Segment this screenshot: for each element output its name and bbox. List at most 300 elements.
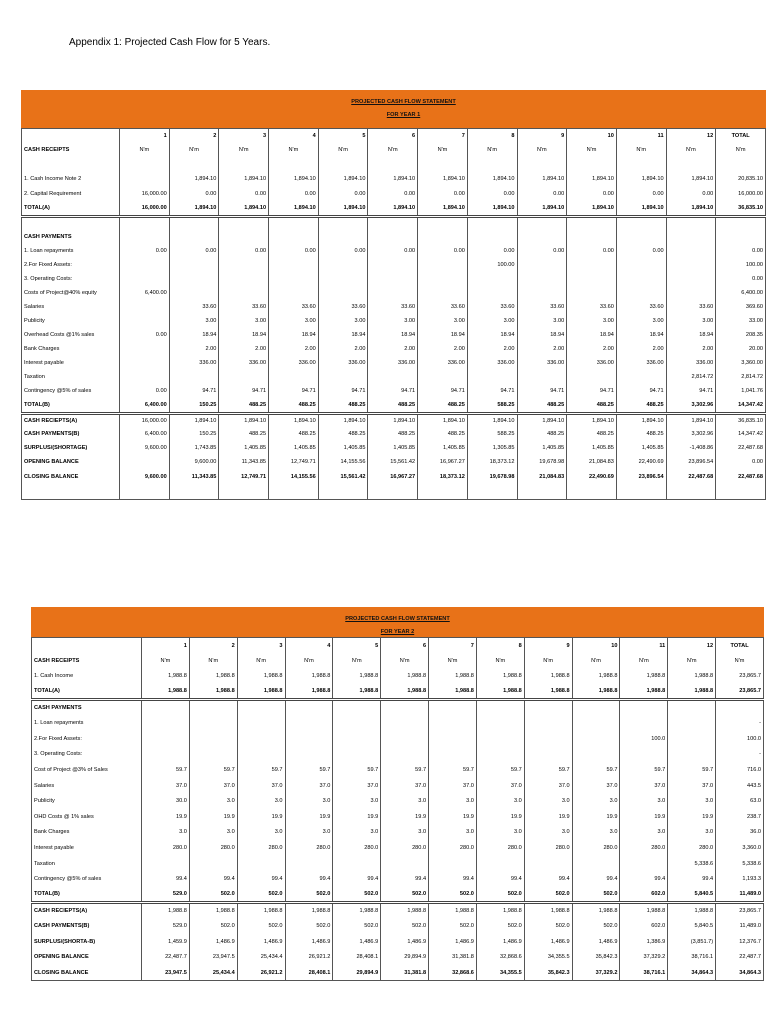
table-cell: 0.00 <box>716 455 766 469</box>
table-cell: 443.5 <box>716 778 764 794</box>
row-label: TOTAL(A) <box>32 684 142 700</box>
table-cell: 1,988.8 <box>572 903 620 919</box>
column-header: 6 <box>368 129 418 144</box>
table-cell: 22,490.69 <box>567 469 617 485</box>
table-cell: 18.94 <box>169 328 219 342</box>
column-header: 5 <box>333 638 381 654</box>
table2-cash-flow <box>31 637 764 981</box>
table-cell: 19.9 <box>668 809 716 825</box>
table-cell: 99.4 <box>429 871 477 887</box>
table-cell: 59.7 <box>237 762 285 778</box>
table-cell: 18.94 <box>616 328 666 342</box>
table-cell: 0.00 <box>666 186 716 201</box>
table-cell: 502.0 <box>237 887 285 903</box>
table-cell: 36.0 <box>716 825 764 841</box>
row-label: 2.For Fixed Assets: <box>24 262 72 268</box>
table-cell: 3,360.0 <box>716 840 764 856</box>
table-cell: 34,355.5 <box>476 965 524 981</box>
table-cell: 502.0 <box>237 918 285 934</box>
table-cell <box>616 157 666 171</box>
table-cell: 1,405.85 <box>418 441 468 455</box>
table-cell <box>333 731 381 747</box>
table-cell: 1,405.85 <box>318 441 368 455</box>
table-cell <box>418 216 468 230</box>
table-cell: 1,894.10 <box>467 171 517 186</box>
table-cell <box>368 286 418 300</box>
table-cell: 1,486.9 <box>285 934 333 950</box>
table-cell: 94.71 <box>567 384 617 398</box>
table-cell: 1,988.8 <box>668 684 716 700</box>
table-cell: N'm <box>219 143 269 157</box>
table1-subheading: FOR YEAR 1 <box>386 112 421 118</box>
table-cell: 1,988.8 <box>189 903 237 919</box>
table-cell <box>572 700 620 716</box>
table-cell: 336.00 <box>517 356 567 370</box>
table-cell <box>318 485 368 499</box>
table-cell <box>418 230 468 244</box>
table-cell <box>620 747 668 763</box>
table-cell <box>572 731 620 747</box>
table-cell: 0.00 <box>120 384 170 398</box>
table-cell: 280.0 <box>668 840 716 856</box>
table-cell: 29,894.9 <box>333 965 381 981</box>
table-cell: N'm <box>572 653 620 669</box>
table-cell <box>429 731 477 747</box>
row-label: Bank Charges <box>24 346 60 352</box>
row-label: OHD Costs @ 1% sales <box>34 813 94 820</box>
table-cell: 94.71 <box>169 384 219 398</box>
table-cell <box>120 216 170 230</box>
table-cell <box>467 272 517 286</box>
table-cell: 280.0 <box>620 840 668 856</box>
table-cell <box>285 856 333 872</box>
table-cell: 2,814.72 <box>666 370 716 384</box>
table-cell <box>716 157 766 171</box>
table-row <box>32 669 764 685</box>
table-cell <box>567 370 617 384</box>
table-cell: 37.0 <box>524 778 572 794</box>
table-cell <box>517 216 567 230</box>
table-cell <box>269 258 319 272</box>
table-cell: 3.0 <box>572 825 620 841</box>
table-cell: 1,894.10 <box>467 201 517 216</box>
table-cell: 1,894.10 <box>269 171 319 186</box>
table-cell: 3.0 <box>381 825 429 841</box>
column-header: 11 <box>620 638 668 654</box>
column-header: 3 <box>219 129 269 144</box>
table-cell <box>237 715 285 731</box>
table-cell <box>476 856 524 872</box>
table-cell <box>666 244 716 258</box>
table-cell: 1,894.10 <box>467 413 517 427</box>
table-cell <box>142 731 190 747</box>
table-cell: 0.00 <box>467 186 517 201</box>
table-cell <box>120 455 170 469</box>
table-cell: 0.00 <box>269 244 319 258</box>
table1-heading: PROJECTED CASH FLOW STATEMENT <box>351 99 456 105</box>
table-cell <box>219 286 269 300</box>
table-cell: 1,894.10 <box>517 201 567 216</box>
table-cell: 59.7 <box>572 762 620 778</box>
table-row <box>22 186 766 201</box>
table-cell <box>269 286 319 300</box>
table-cell: 1,894.10 <box>666 413 716 427</box>
table-cell: 1,193.3 <box>716 871 764 887</box>
table-cell: 1,894.10 <box>517 171 567 186</box>
table-cell: 3.00 <box>567 314 617 328</box>
table-cell <box>169 370 219 384</box>
table-cell <box>476 731 524 747</box>
table-cell: 488.25 <box>368 398 418 413</box>
table-cell <box>616 258 666 272</box>
table-cell: 5,840.5 <box>668 887 716 903</box>
table-cell <box>120 300 170 314</box>
table-cell: 1,386.9 <box>620 934 668 950</box>
table-cell: 3.0 <box>333 793 381 809</box>
table-cell: 0.00 <box>318 244 368 258</box>
table-cell <box>418 485 468 499</box>
table-cell <box>269 485 319 499</box>
table-cell: 23,865.7 <box>716 669 764 685</box>
table-cell: 502.0 <box>333 887 381 903</box>
table-cell: 11,489.0 <box>716 887 764 903</box>
table-cell: N'm <box>381 653 429 669</box>
table-row <box>32 840 764 856</box>
table-cell: 33.60 <box>467 300 517 314</box>
table-cell: 25,434.4 <box>189 965 237 981</box>
table-cell: 0.00 <box>120 328 170 342</box>
table-row <box>22 143 766 157</box>
table-cell: 14,347.42 <box>716 427 766 441</box>
table-cell: 3.0 <box>572 793 620 809</box>
column-header: 3 <box>237 638 285 654</box>
table-cell: 33.60 <box>269 300 319 314</box>
column-header: 8 <box>467 129 517 144</box>
table-row <box>22 286 766 300</box>
table-cell <box>169 258 219 272</box>
table-cell: 0.00 <box>120 244 170 258</box>
table-cell <box>716 216 766 230</box>
column-header: 7 <box>429 638 477 654</box>
table-cell: 16,967.27 <box>418 455 468 469</box>
row-label: SURPLUS/(SHORTAGE) <box>24 445 88 451</box>
table-cell: 3.00 <box>467 314 517 328</box>
table-cell <box>333 747 381 763</box>
table-cell: 37.0 <box>237 778 285 794</box>
table-cell <box>616 370 666 384</box>
table-cell: 59.7 <box>189 762 237 778</box>
table-cell: 0.00 <box>517 244 567 258</box>
table-cell: 1,894.10 <box>318 201 368 216</box>
table-row <box>32 778 764 794</box>
table-cell: N'm <box>517 143 567 157</box>
table-cell: 6,400.00 <box>120 286 170 300</box>
row-label: CASH PAYMENTS <box>24 234 72 240</box>
table-row <box>22 201 766 216</box>
table-row <box>22 157 766 171</box>
table-cell: 1,405.85 <box>517 441 567 455</box>
table-row <box>22 370 766 384</box>
table-row <box>32 856 764 872</box>
row-label: Overhead Costs @1% sales <box>24 332 95 338</box>
table-cell: 14,347.42 <box>716 398 766 413</box>
table-cell: 502.0 <box>285 887 333 903</box>
table-cell: 34,864.3 <box>668 965 716 981</box>
row-label: TOTAL(B) <box>32 887 142 903</box>
table-cell: 280.0 <box>476 840 524 856</box>
table-cell: 3.0 <box>189 793 237 809</box>
table2-subheading: FOR YEAR 2 <box>380 629 415 635</box>
table-cell: 208.35 <box>716 328 766 342</box>
column-header: 8 <box>476 638 524 654</box>
table-cell: 3.0 <box>620 825 668 841</box>
table1-cash-flow <box>21 128 766 500</box>
table-cell <box>120 171 170 186</box>
column-header: TOTAL <box>716 638 764 654</box>
column-header: 12 <box>666 129 716 144</box>
table-cell: 5,338.6 <box>668 856 716 872</box>
table-cell <box>567 485 617 499</box>
table-cell: 18,373.12 <box>418 469 468 485</box>
table-cell: 1,486.9 <box>429 934 477 950</box>
table-cell: 502.0 <box>285 918 333 934</box>
table-cell: 100.00 <box>716 258 766 272</box>
table-cell <box>517 258 567 272</box>
table-cell <box>524 731 572 747</box>
table-cell: 488.25 <box>269 398 319 413</box>
table-cell: 94.71 <box>219 384 269 398</box>
table-cell: 59.7 <box>668 762 716 778</box>
table-cell: 336.00 <box>169 356 219 370</box>
row-label: TOTAL(B) <box>22 398 120 413</box>
table-cell <box>467 370 517 384</box>
table-cell: 5,338.6 <box>716 856 764 872</box>
table-cell <box>285 700 333 716</box>
table-cell: 21,084.83 <box>567 455 617 469</box>
table-cell: 0.00 <box>169 244 219 258</box>
table-cell: 3.0 <box>285 793 333 809</box>
row-label: CASH PAYMENTS <box>34 705 82 712</box>
row-label: OPENING BALANCE <box>24 459 79 465</box>
table-cell <box>368 272 418 286</box>
table-cell: 23,947.5 <box>189 949 237 965</box>
table-cell <box>368 157 418 171</box>
table-cell <box>429 700 477 716</box>
table-cell: 2.00 <box>467 342 517 356</box>
table-cell: 502.0 <box>476 918 524 934</box>
table-cell: 1,486.9 <box>189 934 237 950</box>
table-cell: 21,084.83 <box>517 469 567 485</box>
table-cell: 19.9 <box>620 809 668 825</box>
table-row <box>22 413 766 427</box>
table-row <box>22 230 766 244</box>
table-cell: 59.7 <box>476 762 524 778</box>
table-row <box>22 244 766 258</box>
table-row <box>32 903 764 919</box>
table-cell: 36,835.10 <box>716 413 766 427</box>
table-cell: 1,894.10 <box>418 171 468 186</box>
table-cell: 1,405.85 <box>567 441 617 455</box>
table-cell <box>120 272 170 286</box>
table-cell <box>567 258 617 272</box>
row-label: 1. Cash Income Note 2 <box>24 175 82 182</box>
table-cell: 488.25 <box>318 398 368 413</box>
table-cell <box>524 700 572 716</box>
table-cell: 488.25 <box>318 427 368 441</box>
table-cell: 35,842.3 <box>572 949 620 965</box>
table-cell: 1,988.8 <box>668 903 716 919</box>
table-cell <box>219 157 269 171</box>
row-label: 3. Operating Costs: <box>34 751 83 758</box>
table-cell: 1,894.10 <box>368 201 418 216</box>
table-cell: 2.00 <box>169 342 219 356</box>
table-row <box>22 272 766 286</box>
table-row <box>32 700 764 716</box>
table-cell: 1,486.9 <box>237 934 285 950</box>
table-cell: 20.00 <box>716 342 766 356</box>
table-cell <box>269 157 319 171</box>
table1-header-band <box>21 90 766 128</box>
table-cell: 336.00 <box>269 356 319 370</box>
table-cell: 3.0 <box>620 793 668 809</box>
table-row <box>22 469 766 485</box>
table-cell: 588.25 <box>467 427 517 441</box>
table-cell: 26,921.2 <box>285 949 333 965</box>
table-cell: 3.00 <box>368 314 418 328</box>
row-label: 2.For Fixed Assets: <box>34 735 82 742</box>
table2-header-band <box>31 607 764 637</box>
table-cell: 99.4 <box>189 871 237 887</box>
table-cell: 336.00 <box>567 356 617 370</box>
row-label: 1. Cash Income <box>34 673 74 680</box>
table-cell <box>616 230 666 244</box>
appendix-title: Appendix 1: Projected Cash Flow for 5 Years. <box>69 37 271 48</box>
table-cell: 1,988.8 <box>381 684 429 700</box>
table-cell: 33.60 <box>517 300 567 314</box>
table-cell <box>142 747 190 763</box>
table-cell <box>368 216 418 230</box>
table-cell <box>333 856 381 872</box>
table-cell: 2.00 <box>567 342 617 356</box>
table-cell: 1,988.8 <box>285 903 333 919</box>
column-header: 2 <box>169 129 219 144</box>
table-cell: 1,486.9 <box>572 934 620 950</box>
table-cell: -1,408.86 <box>666 441 716 455</box>
table-cell <box>517 272 567 286</box>
table-cell: 11,343.85 <box>169 469 219 485</box>
table-cell: 1,041.76 <box>716 384 766 398</box>
table-cell <box>716 485 766 499</box>
table-cell <box>381 747 429 763</box>
table-row <box>32 731 764 747</box>
table-cell <box>219 216 269 230</box>
table-cell: 0.00 <box>318 186 368 201</box>
table-cell <box>381 700 429 716</box>
table-cell: 19,678.98 <box>467 469 517 485</box>
table-cell: 0.00 <box>418 186 468 201</box>
table-cell: 602.0 <box>620 887 668 903</box>
table-cell <box>333 700 381 716</box>
table-cell <box>237 700 285 716</box>
table-cell: 1,988.8 <box>285 669 333 685</box>
table-cell <box>620 700 668 716</box>
table-cell: 150.25 <box>169 398 219 413</box>
table-cell: 18.94 <box>666 328 716 342</box>
table-row <box>32 949 764 965</box>
table-cell: 3.00 <box>318 314 368 328</box>
table-cell: 1,894.10 <box>368 413 418 427</box>
table-cell: 99.4 <box>285 871 333 887</box>
table-cell: 488.25 <box>418 398 468 413</box>
table-cell <box>381 856 429 872</box>
table-cell: 369.60 <box>716 300 766 314</box>
table-cell <box>616 286 666 300</box>
table-cell <box>467 216 517 230</box>
table-row <box>22 342 766 356</box>
table-cell: N'm <box>476 653 524 669</box>
column-header: 9 <box>524 638 572 654</box>
table-cell: 3.0 <box>381 793 429 809</box>
table-cell: 33.60 <box>567 300 617 314</box>
table-cell: 1,988.8 <box>237 669 285 685</box>
table-cell: 12,749.71 <box>269 455 319 469</box>
table-cell: 3.0 <box>476 825 524 841</box>
table-cell <box>666 230 716 244</box>
column-header: 6 <box>381 638 429 654</box>
column-header: 10 <box>572 638 620 654</box>
table-cell: 488.25 <box>517 427 567 441</box>
table-row <box>32 653 764 669</box>
table-cell: 0.00 <box>368 244 418 258</box>
table-cell: 19.9 <box>142 809 190 825</box>
table-cell: 94.71 <box>368 384 418 398</box>
table-cell: 3.0 <box>668 793 716 809</box>
table-cell: 1,894.10 <box>219 201 269 216</box>
table-cell: 488.25 <box>269 427 319 441</box>
table-cell: 502.0 <box>572 918 620 934</box>
table-cell: N'm <box>620 653 668 669</box>
table-cell <box>120 258 170 272</box>
table-cell <box>219 370 269 384</box>
table-cell: 0.00 <box>418 244 468 258</box>
table-cell: 99.4 <box>668 871 716 887</box>
table-cell: 94.71 <box>666 384 716 398</box>
table-cell: 6,400.00 <box>120 398 170 413</box>
table-cell: 19,678.98 <box>517 455 567 469</box>
table-cell: 100.0 <box>716 731 764 747</box>
table-cell: 0.00 <box>616 186 666 201</box>
table-cell: N'm <box>120 143 170 157</box>
table-cell: 15,561.42 <box>368 455 418 469</box>
row-label: Taxation <box>24 374 45 380</box>
table-cell: N'm <box>666 143 716 157</box>
table-cell: 1,988.8 <box>620 903 668 919</box>
table-cell: 19.9 <box>285 809 333 825</box>
table-cell <box>666 157 716 171</box>
table-cell: 488.25 <box>219 427 269 441</box>
table-cell: 1,988.8 <box>381 903 429 919</box>
table-cell: 37.0 <box>429 778 477 794</box>
table-cell: 1,405.85 <box>219 441 269 455</box>
table-cell <box>285 715 333 731</box>
row-label <box>22 216 120 230</box>
table-cell <box>467 286 517 300</box>
table-cell <box>219 272 269 286</box>
table-cell <box>269 272 319 286</box>
table-cell: 3.00 <box>269 314 319 328</box>
table-cell <box>517 230 567 244</box>
row-label: 3. Operating Costs: <box>24 276 73 282</box>
